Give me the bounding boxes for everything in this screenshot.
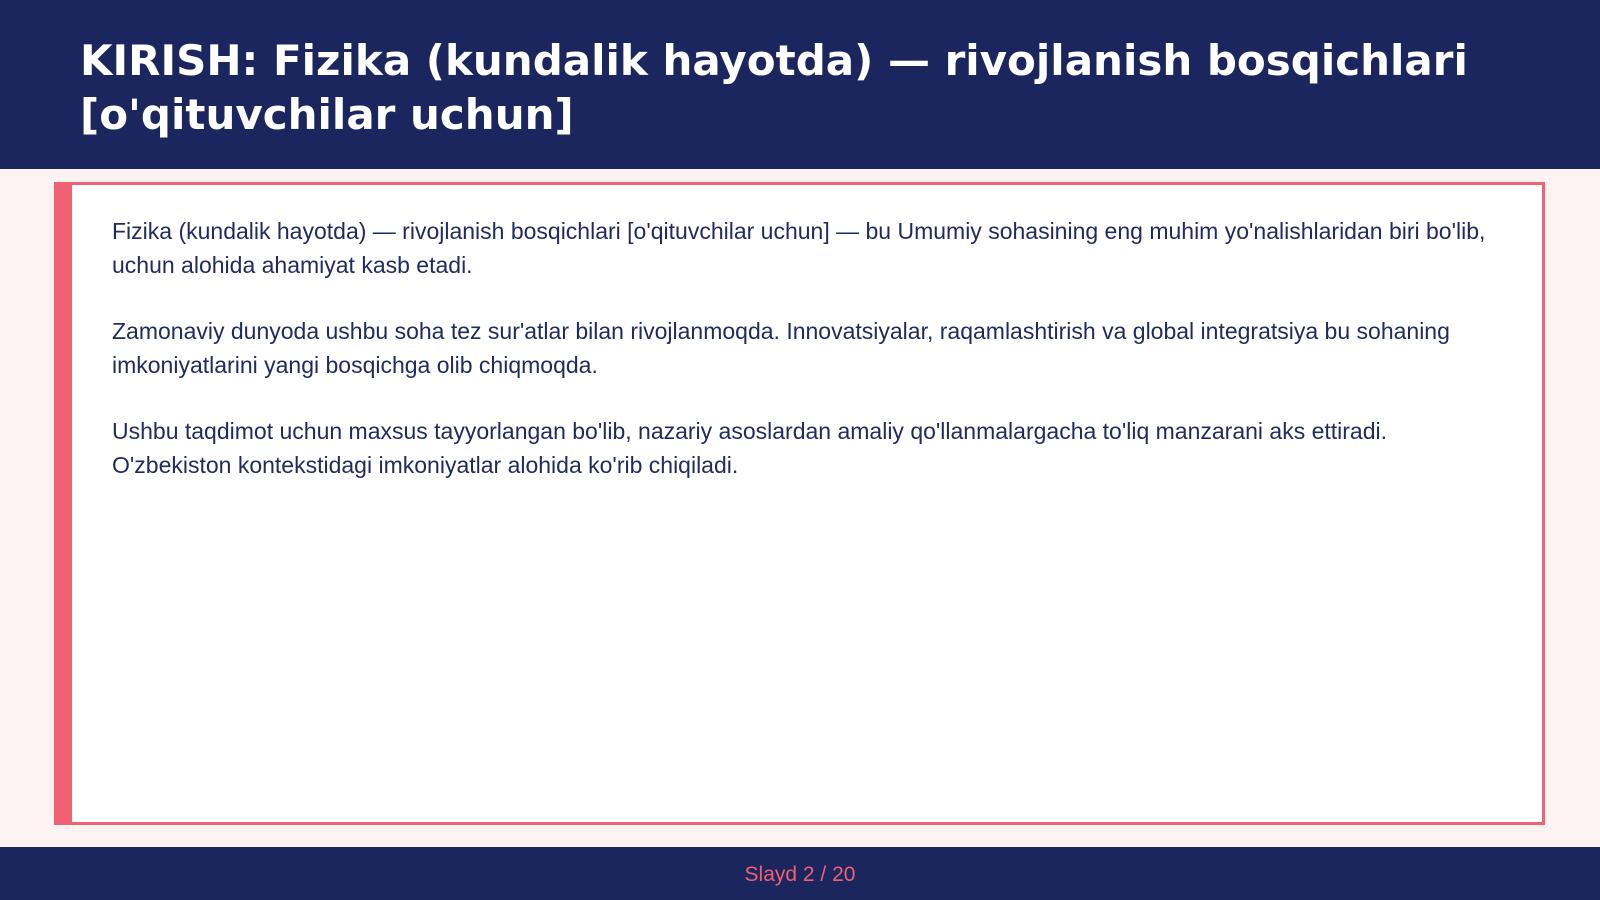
slide-title: KIRISH: Fizika (kundalik hayotda) — rivojlanish bosqichlari [o'qituvchilar uchun]: [80, 36, 1468, 139]
slide-header: [0, 0, 1600, 169]
slide-footer: [0, 847, 1600, 900]
slide-counter: Slayd 2 / 20: [744, 863, 856, 886]
paragraph-intro: Fizika (kundalik hayotda) — rivojlanish bosqichlari [o'qituvchilar uchun] — bu Umumiy sohasining eng muhim yo'nalishlaridan biri bo'lib, uchun alohida ahamiyat kasb etadi.: [112, 218, 1486, 278]
content-card: [54, 182, 1545, 825]
paragraph-presentation-scope: Ushbu taqdimot uchun maxsus tayyorlangan bo'lib, nazariy asoslardan amaliy qo'llanmalargacha to'liq manzarani aks ettiradi. O'zbekiston kontekstidagi imkoniyatlar alohida ko'rib chiqiladi.: [112, 418, 1388, 478]
paragraph-modern-world: Zamonaviy dunyoda ushbu soha tez sur'atlar bilan rivojlanmoqda. Innovatsiyalar, raqamlashtirish va global integratsiya bu sohaning imkoniyatlarini yangi bosqichga olib chiqmoqda.: [112, 318, 1450, 378]
content-body: [112, 214, 1512, 514]
